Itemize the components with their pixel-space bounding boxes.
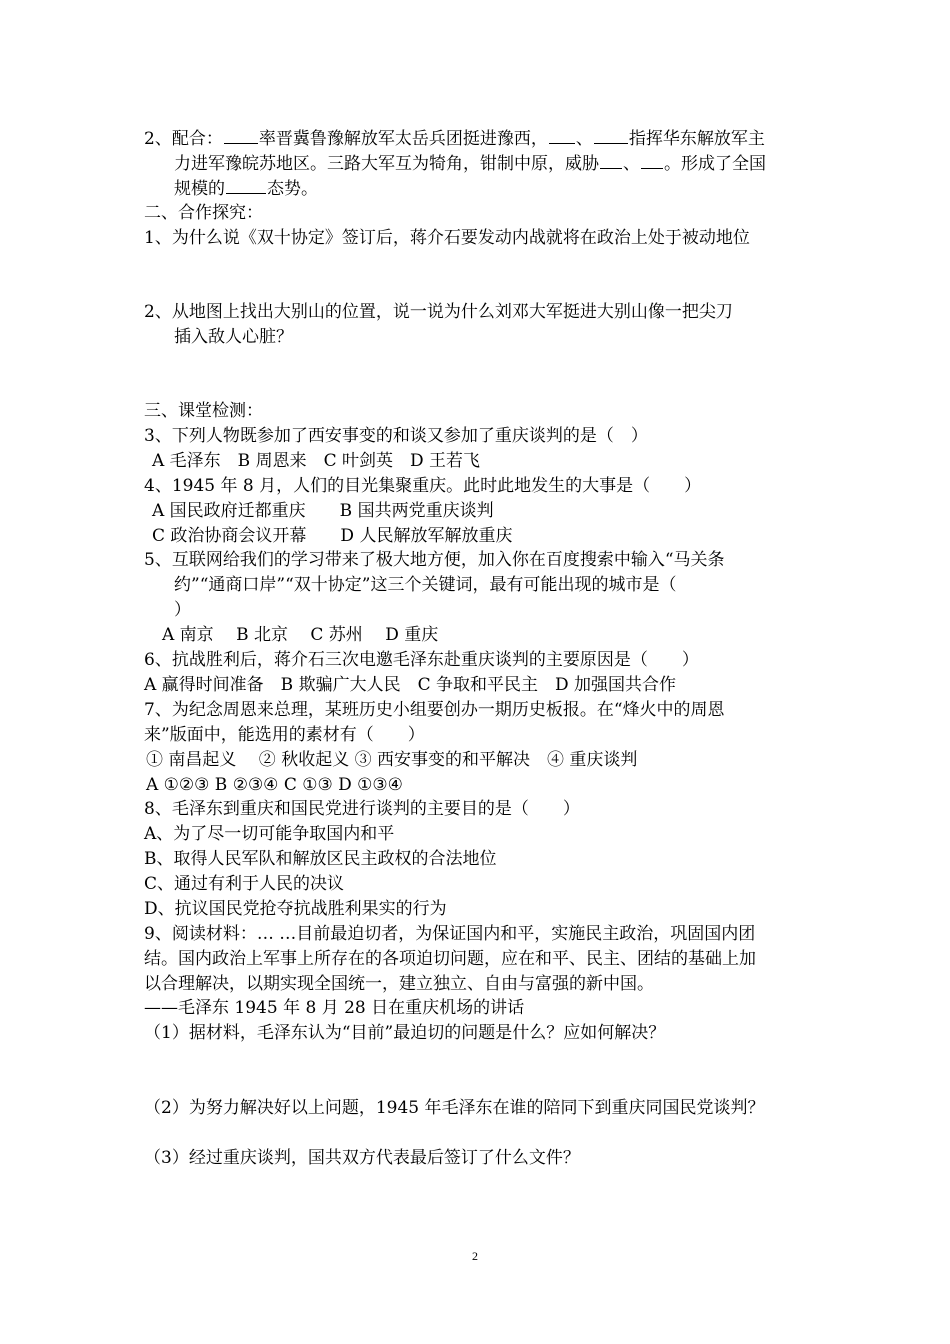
blank-field[interactable]	[226, 177, 266, 194]
question-9-sub-1: （1）据材料，毛泽东认为“目前”最迫切的问题是什么？应如何解决？	[144, 1023, 666, 1043]
question-4-options-1: A 国民政府迁都重庆 B 国共两党重庆谈判	[152, 501, 494, 521]
q2-fill-text: 规模的	[174, 179, 225, 199]
q2-fill-text: 、	[623, 154, 640, 174]
question-7-items: ① 南昌起义 ② 秋收起义 ③ 西安事变的和平解决 ④ 重庆谈判	[146, 750, 638, 770]
question-6: 6、抗战胜利后，蒋介石三次电邀毛泽东赴重庆谈判的主要原因是（ ）	[144, 650, 699, 670]
section-heading-test: 三、课堂检测：	[144, 401, 263, 421]
question-8: 8、毛泽东到重庆和国民党进行谈判的主要目的是（ ）	[144, 799, 580, 819]
q2-fill-text: 率晋冀鲁豫解放军太岳兵团挺进豫西，	[258, 129, 548, 149]
question-3: 3、下列人物既参加了西安事变的和谈又参加了重庆谈判的是（ ）	[144, 426, 648, 446]
question-9-line-1: 9、阅读材料：… …目前最迫切者，为保证国内和平，实施民主政治，巩固国内团	[144, 924, 756, 944]
question-2-line-1: 2、从地图上找出大别山的位置，说一说为什么刘邓大军挺进大别山像一把尖刀	[144, 302, 733, 322]
q2-fill-text: 态势。	[267, 179, 318, 199]
question-6-options: A 赢得时间准备 B 欺骗广大人民 C 争取和平民主 D 加强国共合作	[144, 675, 677, 695]
q2-fill-text: 。形成了全国	[664, 154, 766, 174]
q2-fill-text: 指挥华东解放军主	[628, 129, 765, 149]
question-3-options: A 毛泽东 B 周恩来 C 叶剑英 D 王若飞	[152, 451, 481, 471]
q2-fill-line-3	[174, 177, 318, 200]
question-9-source: ——毛泽东 1945 年 8 月 28 日在重庆机场的讲话	[144, 998, 525, 1018]
question-4: 4、1945 年 8 月，人们的目光集聚重庆。此时此地发生的大事是（ ）	[144, 476, 702, 496]
q2-fill-text: 、	[575, 129, 593, 149]
question-9-sub-3: （3）经过重庆谈判，国共双方代表最后签订了什么文件？	[144, 1148, 580, 1168]
section-heading-cooperation: 二、合作探究：	[144, 203, 263, 223]
blank-field[interactable]	[600, 152, 622, 169]
question-8-option-d: D、抗议国民党抢夺抗战胜利果实的行为	[144, 899, 447, 919]
question-9-line-2: 结。国内政治上军事上所存在的各项迫切问题，应在和平、民主、团结的基础上加	[144, 949, 756, 969]
question-5-options: A 南京 B 北京 C 苏州 D 重庆	[162, 625, 439, 645]
q2-fill-text: 力进军豫皖苏地区。三路大军互为犄角，钳制中原，威胁	[174, 154, 599, 174]
question-4-options-2: C 政治协商会议开幕 D 人民解放军解放重庆	[152, 526, 513, 546]
question-5-line-1: 5、互联网给我们的学习带来了极大地方便，加入你在百度搜索中输入“马关条	[144, 550, 725, 570]
blank-field[interactable]	[641, 152, 663, 169]
blank-field[interactable]	[224, 127, 258, 144]
question-9-sub-2: （2）为努力解决好以上问题，1945 年毛泽东在谁的陪同下到重庆同国民党谈判？	[144, 1098, 765, 1118]
q2-fill-line-1	[144, 127, 765, 150]
question-5-line-2: 约”“通商口岸”“双十协定”这三个关键词，最有可能出现的城市是（	[174, 575, 677, 595]
question-8-option-b: B、取得人民军队和解放区民主政权的合法地位	[144, 849, 497, 869]
question-7-line-2: 来”版面中，能选用的素材有（ ）	[144, 725, 425, 745]
question-9-line-3: 以合理解决，以期实现全国统一，建立独立、自由与富强的新中国。	[144, 974, 654, 994]
question-7-line-1: 7、为纪念周恩来总理，某班历史小组要创办一期历史板报。在“烽火中的周恩	[144, 700, 725, 720]
q2-fill-line-2	[174, 152, 766, 175]
question-5-line-3: ）	[174, 600, 191, 620]
question-8-option-c: C、通过有利于人民的决议	[144, 874, 345, 894]
blank-field[interactable]	[549, 127, 575, 144]
question-8-option-a: A、为了尽一切可能争取国内和平	[144, 824, 395, 844]
q2-fill-label: 2、配合：	[144, 129, 223, 149]
question-1: 1、为什么说《双十协定》签订后，蒋介石要发动内战就将在政治上处于被动地位	[144, 228, 750, 248]
question-7-options: A ①②③ B ②③④ C ①③ D ①③④	[146, 775, 403, 795]
page-number: 2	[472, 1249, 478, 1263]
question-2-line-2: 插入敌人心脏？	[174, 327, 293, 347]
blank-field[interactable]	[594, 127, 628, 144]
